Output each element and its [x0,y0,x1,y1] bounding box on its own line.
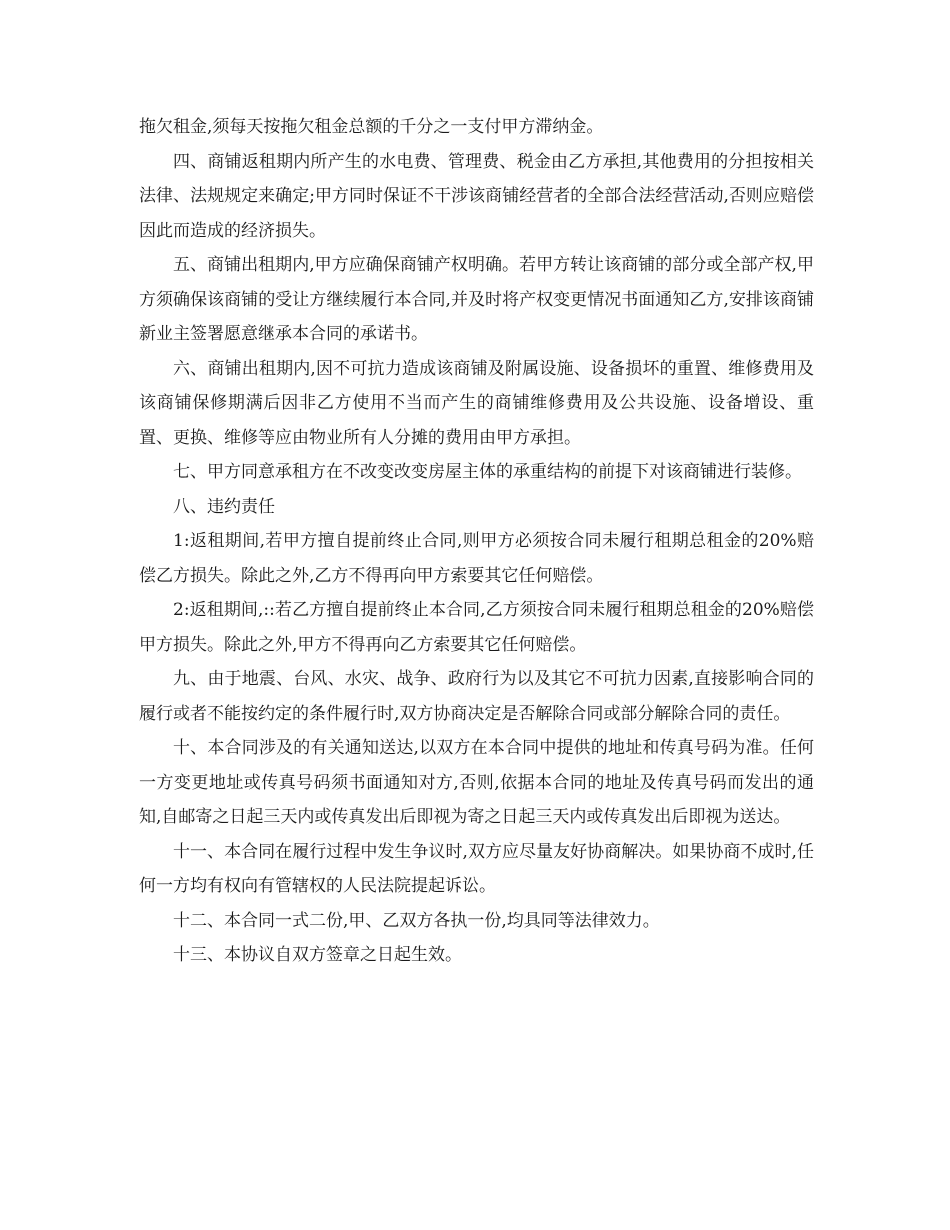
clause-6: 六、商铺出租期内,因不可抗力造成该商铺及附属设施、设备损坏的重置、维修费用及该商铺保修期满后因非乙方使用不当而产生的商铺维修费用及公共设施、设备增设、重置、更换、维修等应由物业所有人分摊的费用由甲方承担。 [139,358,814,448]
paragraph-continuation: 拖欠租金,须每天按拖欠租金总额的千分之一支付甲方滞纳金。 [139,117,604,137]
clause-8-item-2: 2:返租期间,::若乙方擅自提前终止本合同,乙方须按合同未履行租期总租金的20%赔偿甲方损失。除此之外,甲方不得再向乙方索要其它任何赔偿。 [139,600,814,655]
clause-9: 九、由于地震、台风、水灾、战争、政府行为以及其它不可抗力因素,直接影响合同的履行或者不能按约定的条件履行时,双方协商决定是否解除合同或部分解除合同的责任。 [139,669,814,724]
clause-11: 十一、本合同在履行过程中发生争议时,双方应尽量友好协商解决。如果协商不成时,任何一方均有权向有管辖权的人民法院提起诉讼。 [139,841,814,896]
clause-12: 十二、本合同一式二份,甲、乙双方各执一份,均具同等法律效力。 [173,910,660,931]
clause-8-item-1: 1:返租期间,若甲方擅自提前终止合同,则甲方必须按合同未履行租期总租金的20%赔偿乙方损失。除此之外,乙方不得再向甲方索要其它任何赔偿。 [139,531,814,586]
clause-4: 四、商铺返租期内所产生的水电费、管理费、税金由乙方承担,其他费用的分担按相关法律、法规规定来确定;甲方同时保证不干涉该商铺经营者的全部合法经营活动,否则应赔偿因此而造成的经济损失。 [139,151,814,241]
clause-13: 十三、本协议自双方签章之日起生效。 [173,945,462,965]
document-body [139,110,814,973]
clause-10: 十、本合同涉及的有关通知送达,以双方在本合同中提供的地址和传真号码为准。任何一方变更地址或传真号码须书面通知对方,否则,依据本合同的地址及传真号码而发出的通知,自邮寄之日起三天内或传真发出后即视为寄之日起三天内或传真发出后即视为送达。 [139,738,814,827]
clause-5: 五、商铺出租期内,甲方应确保商铺产权明确。若甲方转让该商铺的部分或全部产权,甲方须确保该商铺的受让方继续履行本合同,并及时将产权变更情况书面通知乙方,安排该商铺新业主签署愿意继承本合同的承诺书。 [139,255,814,344]
clause-7: 七、甲方同意承租方在不改变改变房屋主体的承重结构的前提下对该商铺进行装修。 [173,462,802,482]
clause-8-heading: 八、违约责任 [173,496,275,517]
